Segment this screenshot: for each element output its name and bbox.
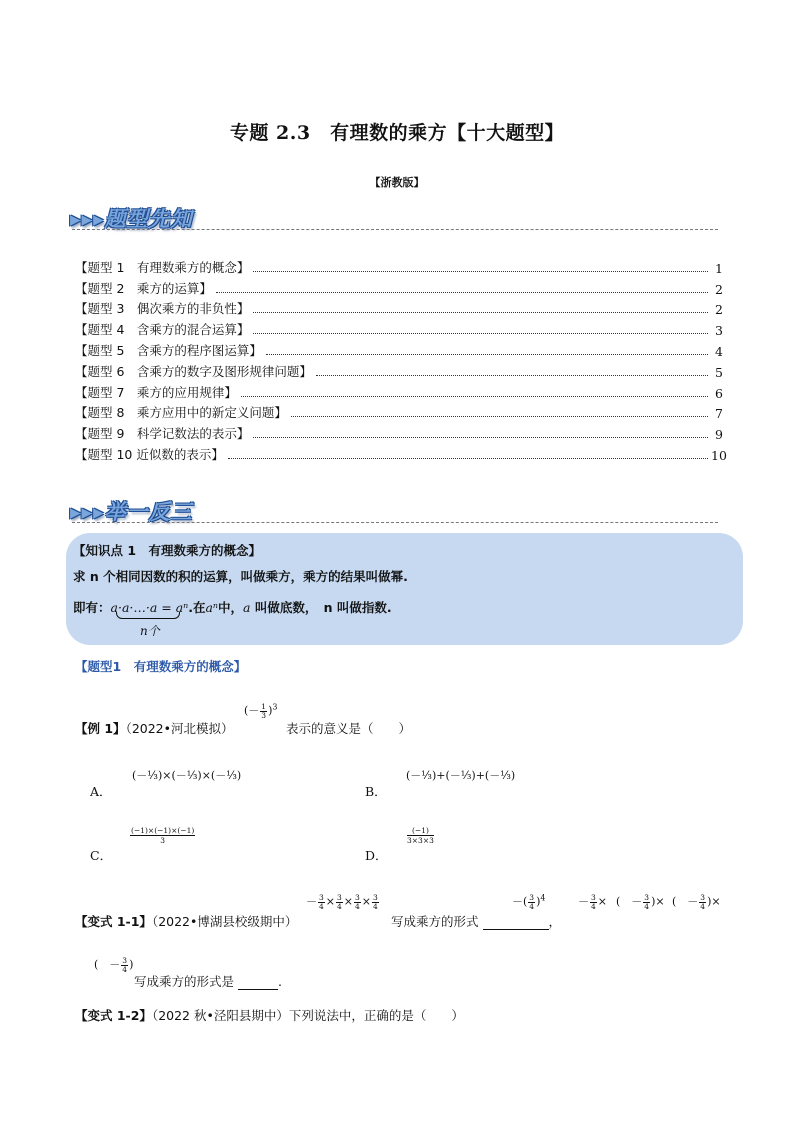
option-c-fraction [130,826,195,845]
answer-blank-2[interactable] [238,974,278,990]
table-of-contents [75,255,727,463]
variant-1-1-text2: 写成乘方的形式是 [134,974,235,989]
option-c-label[interactable]: C． [90,848,113,863]
toc-item-label: 【题型 2 乘方的运算】 [75,280,212,296]
toc-item-page: 10 [711,447,727,463]
toc-item-page: 1 [715,260,723,276]
toc-leader [253,437,708,438]
option-d-numerator: (−1) [407,826,434,836]
toc-item[interactable] [75,421,723,442]
toc-item[interactable] [75,317,723,338]
variant-1-1-expression-3: － $\frac{3}{4}$ × [578,892,607,911]
variant-1-2 [75,1006,464,1024]
toc-item[interactable] [75,255,723,276]
variant-1-1-text1: 写成乘方的形式 [391,914,479,929]
toc-leader [316,375,708,376]
toc-item-page: 5 [715,364,723,380]
variant-1-1-end: . [278,974,282,989]
variant-1-1-text: 写成乘方的形式 ， [391,914,562,929]
formula-rest1: 中， [218,600,244,615]
toc-item-page: 3 [715,323,723,339]
example-1-question: 表示的意义是（ ） [286,721,412,736]
toc-item[interactable] [75,359,723,380]
toc-item-page: 9 [715,427,723,443]
formula-base: a [243,600,251,615]
formula-rest2: 叫做底数， n 叫做指数. [250,600,392,615]
toc-item[interactable] [75,338,723,359]
toc-leader [253,333,708,334]
toc-leader [266,354,708,355]
toc-item[interactable] [75,276,723,297]
formula-mid: .在 [188,600,206,615]
option-c-denominator: 3 [160,836,166,845]
toc-leader [216,292,708,293]
toc-item-label: 【题型 9 科学记数法的表示】 [75,426,250,442]
option-b-label[interactable]: B． [365,784,387,799]
toc-item-label: 【题型 6 含乘方的数字及图形规律问题】 [75,363,312,379]
question-type-title: 【题型1 有理数乘方的概念】 [75,659,247,674]
toc-item-label: 【题型 5 含乘方的程序图运算】 [75,342,262,358]
example-1-expression: (－ $\frac{1}{3}$ )$^3$ [244,701,278,720]
option-d-fraction [407,826,434,845]
toc-leader [291,416,708,417]
variant-1-1-expression-2: －( $\frac{3}{4}$ )$^4$ [512,892,546,911]
formula-expression: a·a·…·a = aⁿ [110,600,189,615]
toc-item-page: 7 [715,406,723,422]
toc-item[interactable] [75,380,723,401]
variant-1-2-question: 下列说法中，正确的是（ ） [288,1008,464,1023]
option-d-label[interactable]: D． [365,848,388,863]
toc-item[interactable] [75,442,727,463]
option-a-label[interactable]: A． [90,784,112,799]
edition-label: 【浙教版】 [369,176,425,189]
toc-item[interactable] [75,401,723,422]
variant-1-1-label: 【变式 1-1】 [75,914,152,929]
toc-item-page: 2 [715,281,723,297]
toc-item-label: 【题型 3 偶次乘方的非负性】 [75,301,250,317]
variant-1-2-label: 【变式 1-2】 [75,1008,152,1023]
toc-leader [241,396,708,397]
toc-item-label: 【题型 1 有理数乘方的概念】 [75,259,250,275]
formula-underbrace-label: n个 [140,624,160,638]
variant-1-1-source: （2022•博湖县校级期中） [151,914,298,929]
toc-item[interactable] [75,297,723,318]
option-a-expression: (－⅓)×(－⅓)×(－⅓) [132,769,242,782]
toc-leader [228,458,708,459]
underbrace [116,612,180,619]
knowledge-title: 【知识点 1 有理数乘方的概念】 [73,543,262,558]
toc-item-page: 2 [715,302,723,318]
variant-1-1-expression-5: ( － $\frac{3}{4}$ )× [672,892,721,911]
toc-leader [253,312,708,313]
page-title: 专题 2.3 有理数的乘方【十大题型】 [229,122,565,144]
section-banner-overview: ▸▸▸题型先知 [70,207,193,231]
variant-1-1-expression-4: ( － $\frac{3}{4}$ )× [616,892,665,911]
example-1-header [75,719,234,737]
example-1-label: 【例 1】 [75,721,126,736]
knowledge-text: 求 n 个相同因数的积的运算，叫做乘方，乘方的结果叫做幂. [73,569,408,584]
formula-prefix: 即有： [73,600,111,615]
answer-blank-1[interactable] [483,914,549,930]
variant-1-2-source: （2022 秋•泾阳县期中） [151,1008,289,1023]
section-banner-practice: ▸▸▸举一反三 [70,500,193,524]
option-c-numerator: (−1)×(−1)×(−1) [131,826,195,835]
variant-1-1-header [75,912,297,930]
toc-item-label: 【题型 4 含乘方的混合运算】 [75,322,250,338]
option-d-denominator: 3×3×3 [407,836,434,845]
toc-item-page: 4 [715,343,723,359]
divider [72,229,718,230]
toc-item-page: 6 [715,385,723,401]
formula-power: aⁿ [205,600,219,615]
variant-1-1-expression: － $\frac{3}{4}$ × $\frac{3}{4}$ × $\frac{3}{4}$ × $\frac{3}{4}$ [306,892,378,911]
toc-leader [253,271,708,272]
variant-1-1-text-2 [134,972,282,990]
option-b-expression: (－⅓)+(－⅓)+(－⅓) [406,769,516,782]
toc-item-label: 【题型 7 乘方的应用规律】 [75,384,237,400]
divider [72,522,718,523]
example-1-source: （2022•河北模拟） [125,721,234,736]
variant-1-1-expression-6: ( － $\frac{3}{4}$ ) [94,955,134,974]
toc-item-label: 【题型 10 近似数的表示】 [75,446,224,462]
toc-item-label: 【题型 8 乘方应用中的新定义问题】 [75,405,287,421]
